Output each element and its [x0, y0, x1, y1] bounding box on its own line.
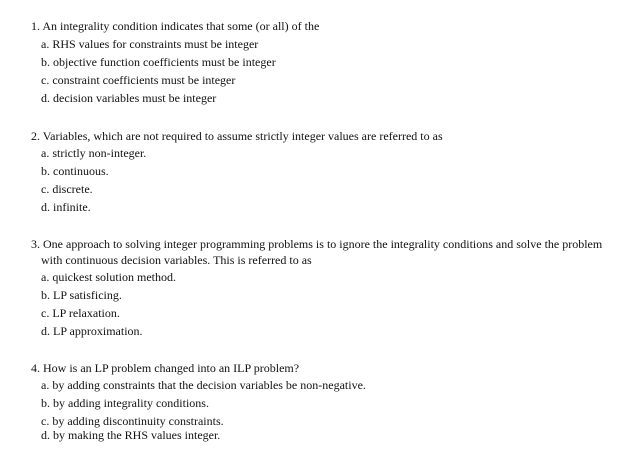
question-3-stem: 3. One approach to solving integer programming problems is to ignore the integrality conditions and solve the problem [31, 237, 603, 251]
question-1-option-b: b. objective function coefficients must be integer [41, 55, 276, 69]
question-4-stem: 4. How is an LP problem changed into an ILP problem? [31, 361, 300, 375]
question-3-option-d: d. LP approximation. [41, 324, 143, 338]
question-2-option-a: a. strictly non-integer. [41, 146, 147, 160]
question-4-option-b: b. by adding integrality conditions. [41, 396, 209, 410]
question-2-option-c: c. discrete. [41, 182, 93, 196]
question-2-option-d: d. infinite. [41, 200, 91, 214]
question-2-option-b: b. continuous. [41, 164, 109, 178]
question-3-stem-continued: with continuous decision variables. This is referred to as [41, 253, 312, 267]
question-3-option-b: b. LP satisficing. [41, 288, 122, 302]
question-1-option-d: d. decision variables must be integer [41, 91, 217, 105]
question-1-option-a: a. RHS values for constraints must be integer [41, 37, 259, 51]
question-4-option-c: c. by adding discontinuity constraints. [41, 414, 224, 428]
question-3-option-c: c. LP relaxation. [41, 306, 120, 320]
question-1-option-c: c. constraint coefficients must be integer [41, 73, 236, 87]
question-1-stem: 1. An integrality condition indicates that some (or all) of the [31, 19, 320, 33]
question-4-option-a: a. by adding constraints that the decision variables be non-negative. [41, 378, 366, 392]
question-3-option-a: a. quickest solution method. [41, 270, 176, 284]
question-4-option-d: d. by making the RHS values integer. [41, 428, 221, 442]
question-2-stem: 2. Variables, which are not required to assume strictly integer values are referred to as [31, 129, 443, 143]
